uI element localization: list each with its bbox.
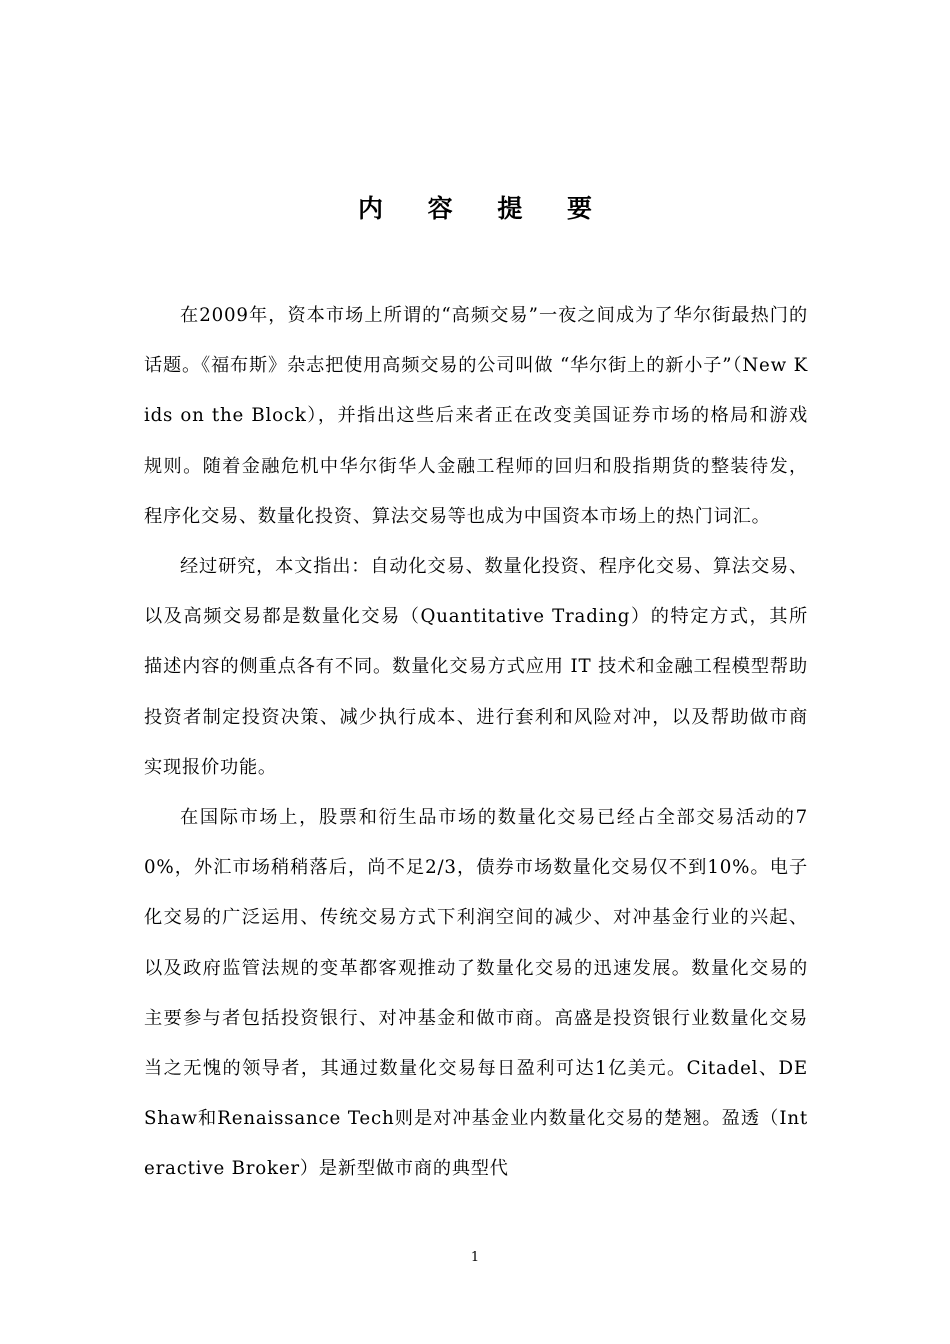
- page-number: 1: [470, 1250, 480, 1265]
- paragraph-quantitative-trading-definition: 经过研究，本文指出：自动化交易、数量化投资、程序化交易、算法交易、以及高频交易都是数量化交易（Quantitative Trading）的特定方式，其所描述内容的侧重点各有不同。数量化交易方式应用 IT 技术和金融工程模型帮助投资者制定投资决策、减少执行成本、进行套利和风险对冲，以及帮助做市商实现报价功能。: [144, 556, 808, 778]
- paragraph-high-frequency-trading: 在2009年，资本市场上所谓的“高频交易”一夜之间成为了华尔街最热门的话题。《福布斯》杂志把使用高频交易的公司叫做 “华尔街上的新小子”（New Kids on the Block），并指出这些后来者正在改变美国证券市场的格局和游戏规则。随着金融危机中华尔街华人金融工程师的回归和股指期货的整装待发，程序化交易、数量化投资、算法交易等也成为中国资本市场上的热门词汇。: [144, 305, 808, 527]
- paragraph-international-market: 在国际市场上，股票和衍生品市场的数量化交易已经占全部交易活动的70%，外汇市场稍稍落后，尚不足2/3，债券市场数量化交易仅不到10%。电子化交易的广泛运用、传统交易方式下利润空间的减少、对冲基金行业的兴起、以及政府监管法规的变革都客观推动了数量化交易的迅速发展。数量化交易的主要参与者包括投资银行、对冲基金和做市商。高盛是投资银行业数量化交易当之无愧的领导者，其通过数量化交易每日盈利可达1亿美元。Citadel、DE Shaw和Renaissance Tech则是对冲基金业内数量化交易的楚翘。盈透（Interactive Broker）是新型做市商的典型代: [144, 807, 808, 1180]
- abstract-body: [144, 291, 808, 1195]
- page-title: 内 容 提 要: [357, 194, 611, 223]
